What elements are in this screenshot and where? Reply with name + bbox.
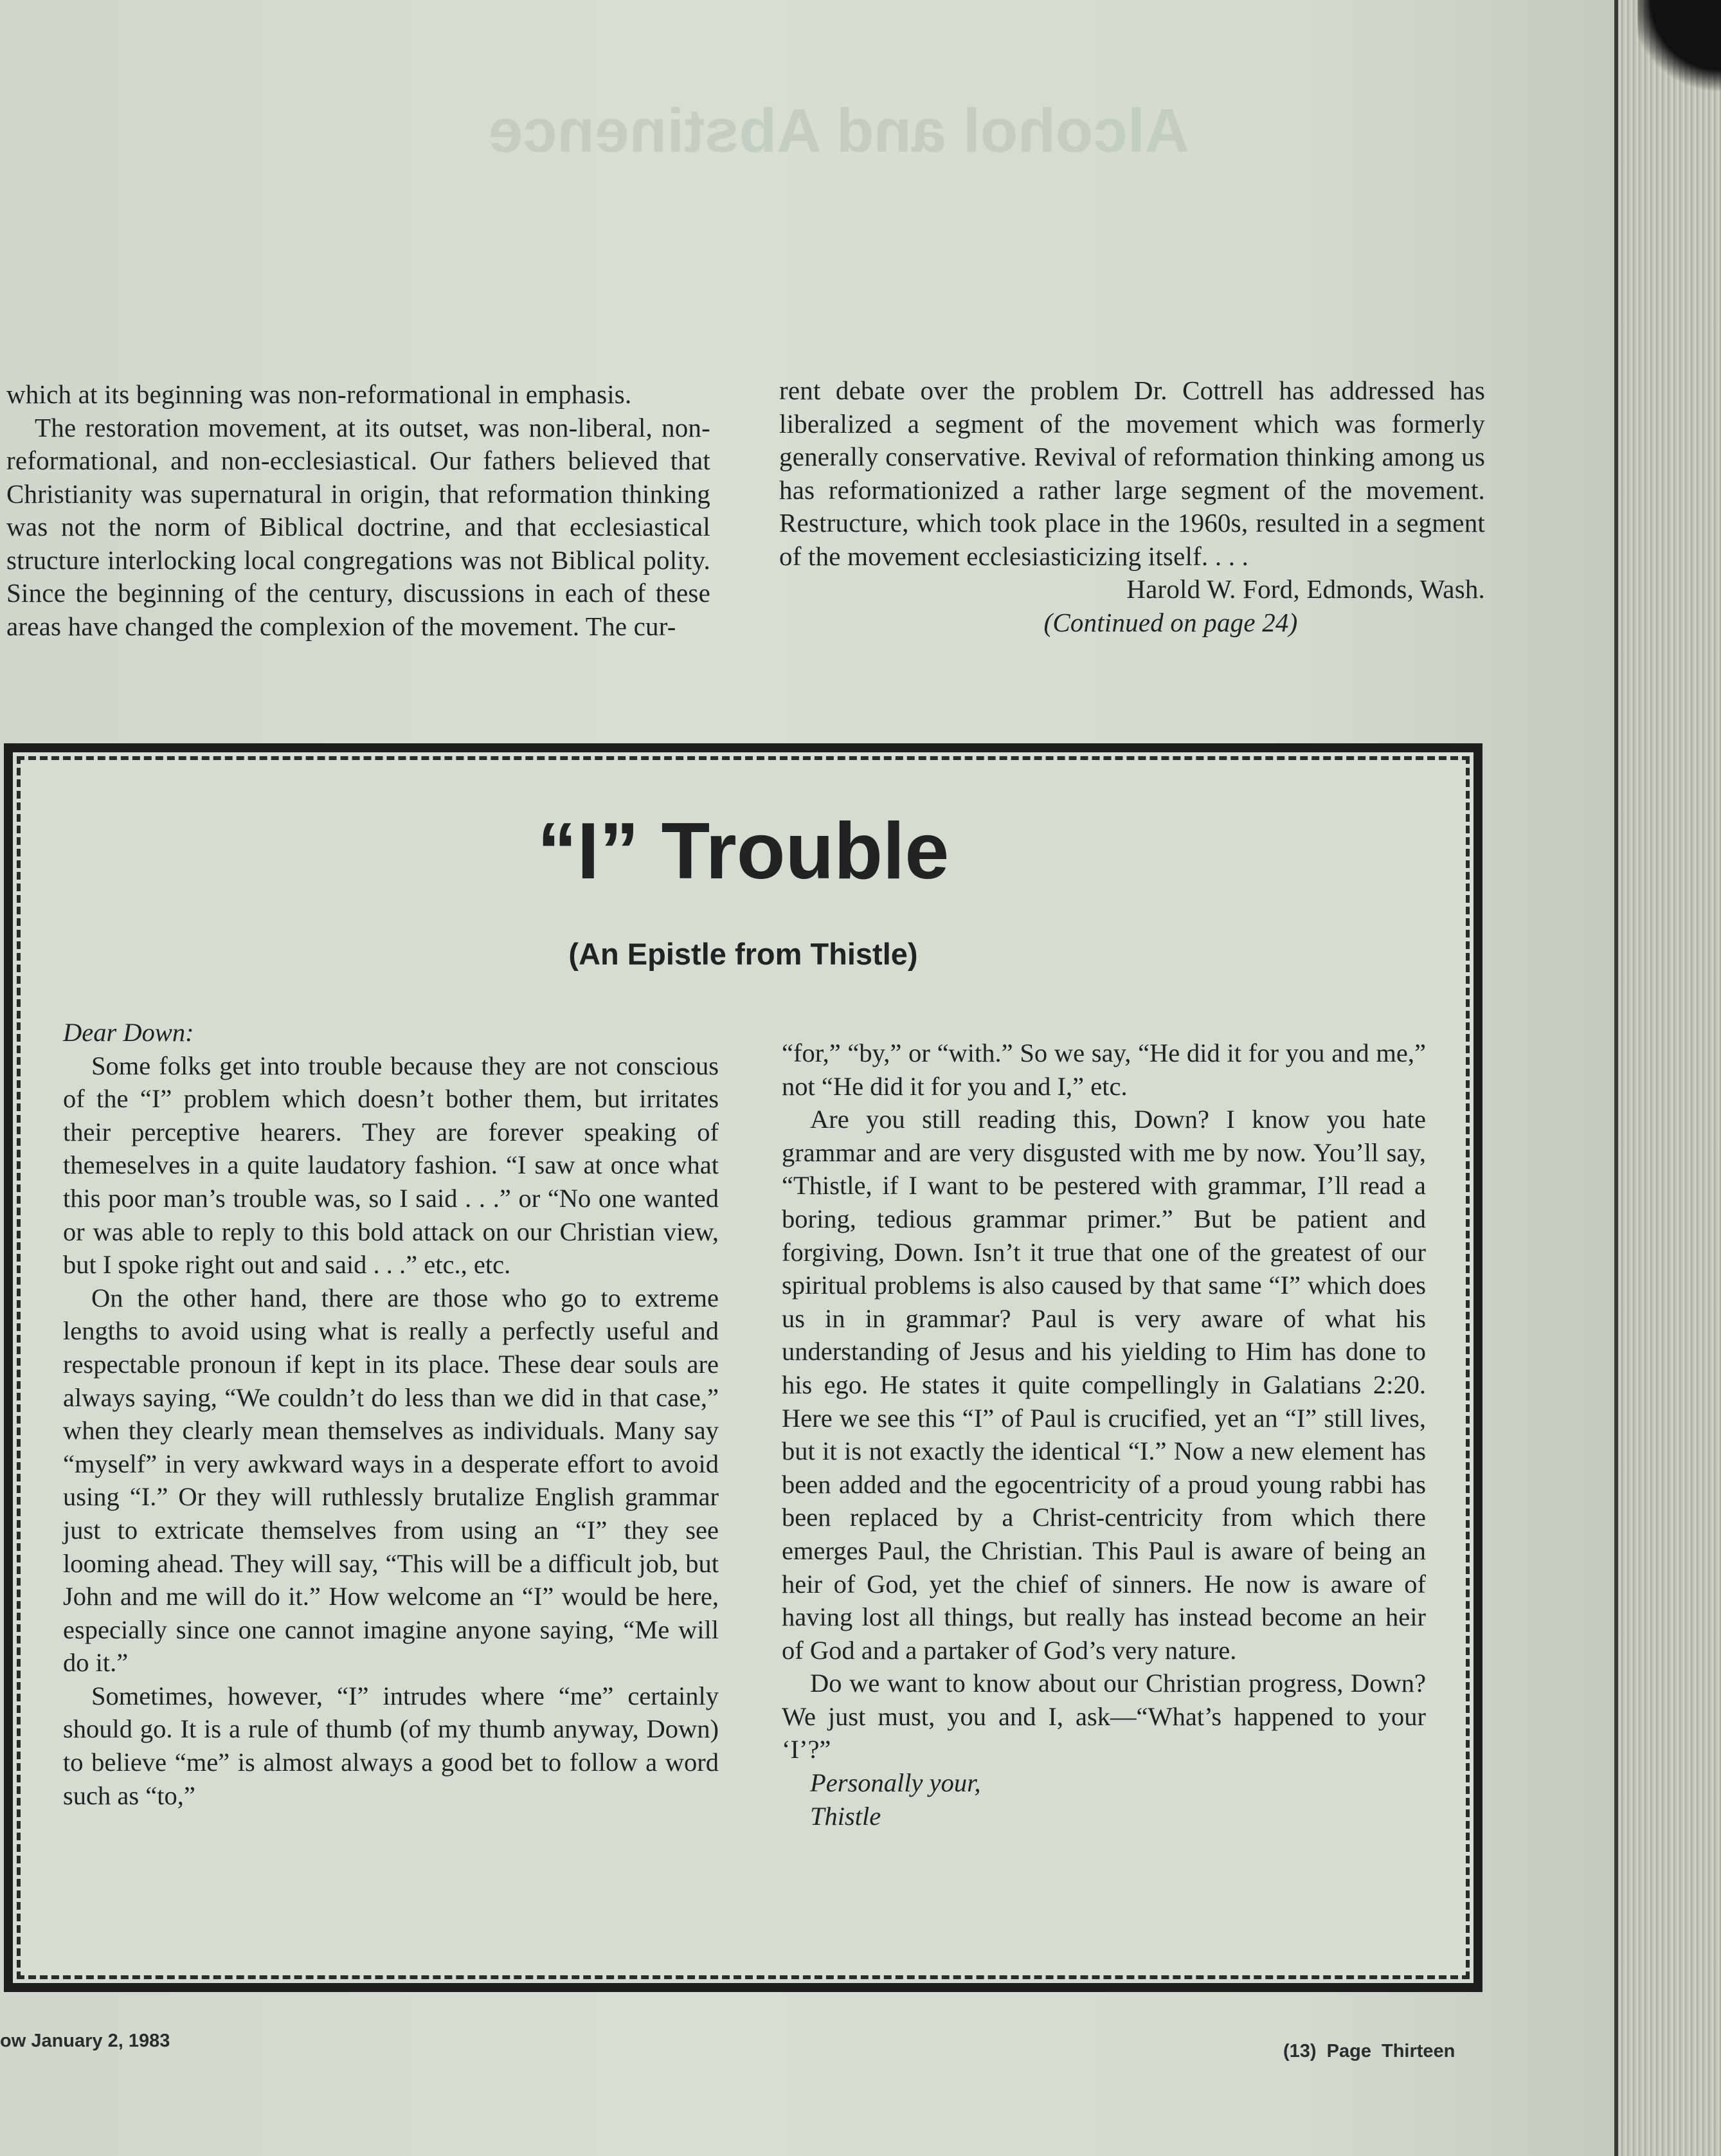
corner-shadow bbox=[1637, 0, 1721, 96]
article-subtitle: (An Epistle from Thistle) bbox=[568, 937, 918, 971]
epistle-left-column bbox=[63, 1016, 719, 1812]
show-through-text: Alcohol and Abstinence bbox=[489, 96, 1189, 165]
paragraph: The restoration movement, at its outset, was non-liberal, non-reformational, and non-ecclesiastical. Our fathers believed that Christianity was supernatural in origin, that reformation thinking was not the norm of Biblical doctrine, and that ecclesiastical structure interlocking local congregations was not Biblical polity. Since the beginning of the century, discussions in each of these areas have changed the complexion of the movement. The cur- bbox=[6, 412, 710, 641]
closing: Personally your, bbox=[810, 1768, 981, 1798]
article-title: “I” Trouble bbox=[537, 807, 950, 896]
paragraph: Do we want to know about our Christian progress, Down? We just must, you and I, ask—“What’s happened to your ‘I’?” bbox=[782, 1669, 1426, 1764]
footer-page-number: (13) Page Thirteen bbox=[1283, 2041, 1455, 2061]
epistle-box bbox=[4, 743, 1482, 1992]
closing-signature: Thistle bbox=[810, 1801, 881, 1831]
letter-signature: Harold W. Ford, Edmonds, Wash. bbox=[1126, 574, 1485, 604]
salutation: Dear Down: bbox=[63, 1018, 194, 1047]
footer-date: ow January 2, 1983 bbox=[0, 2031, 170, 2051]
paragraph: On the other hand, there are those who go to extreme lengths to avoid using what is really a perfectly useful and respectable pronoun if kept in its place. These dear souls are always saying, “We couldn’t do less than we did in that case,” when they clearly mean themselves as individuals. Many say “myself” in very awkward ways in a desperate effort to avoid using “I.” Or they will ruthlessly brutalize English grammar just to extricate themselves from using an “I” they see looming ahead. They will say, “This will be a difficult job, but John and me will do it.” How welcome an “I” would be here, especially since one cannot imagine anyone saying, “Me will do it.” bbox=[63, 1283, 719, 1678]
top-article-right-column bbox=[779, 374, 1485, 639]
book-page-edges bbox=[1614, 0, 1721, 2156]
paragraph: Are you still reading this, Down? I know you hate grammar and are very disgusted with me by now. You’ll say, “Thistle, if I want to be pestered with grammar, I’ll read a boring, tedious grammar primer.” But be patient and forgiving, Down. Isn’t it true that one of the greatest of our spiritual problems is also caused by that same “I” which does us in in grammar? Paul is very aware of what his understanding of Jesus and his yielding to Him has done to his ego. He states it quite compellingly in Galatians 2:20. Here we see this “I” of Paul is crucified, yet an “I” still lives, but it is not exactly the identical “I.” Now a new element has been added and the egocentricity of a proud young rabbi has been replaced by a Christ-centricity from which there emerges Paul, the Christian. This Paul is aware of being an heir of God, yet the chief of sinners. He now is aware of having lost all things, but really has instead become an heir of God and a partaker of God’s very nature. bbox=[782, 1105, 1426, 1665]
top-article bbox=[0, 378, 1491, 680]
paragraph: which at its beginning was non-reformational in emphasis. bbox=[6, 379, 632, 409]
paragraph: rent debate over the problem Dr. Cottrell has addressed has liberalized a segment of the movement which was formerly generally conservative. Revival of reformation thinking among us has reformationized a rather large segment of the movement. Restructure, which took place in the 1960s, resulted in a segment of the movement ecclesiasticizing itself. . . . bbox=[779, 376, 1485, 571]
top-article-left-column bbox=[6, 378, 710, 643]
paragraph: Sometimes, however, “I” intrudes where “me” certainly should go. It is a rule of thumb (of my thumb anyway, Down) to believe “me” is almost always a good bet to follow a word such as “to,” bbox=[63, 1681, 719, 1810]
continued-notice: (Continued on page 24) bbox=[1043, 607, 1298, 637]
paragraph: Some folks get into trouble because they are not conscious of the “I” problem which doesn’t bother them, but irritates their perceptive hearers. They are forever speaking of themeselves in a quite laudatory fashion. “I saw at once what this poor man’s trouble was, so I said . . .” or “No one wanted or was able to reply to this bold attack on our Christian view, but I spoke right out and said . . .” etc., etc. bbox=[63, 1051, 719, 1280]
epistle-right-column bbox=[782, 1037, 1426, 1833]
paragraph: “for,” “by,” or “with.” So we say, “He did it for you and me,” not “He did it for you and I,” etc. bbox=[782, 1038, 1426, 1101]
